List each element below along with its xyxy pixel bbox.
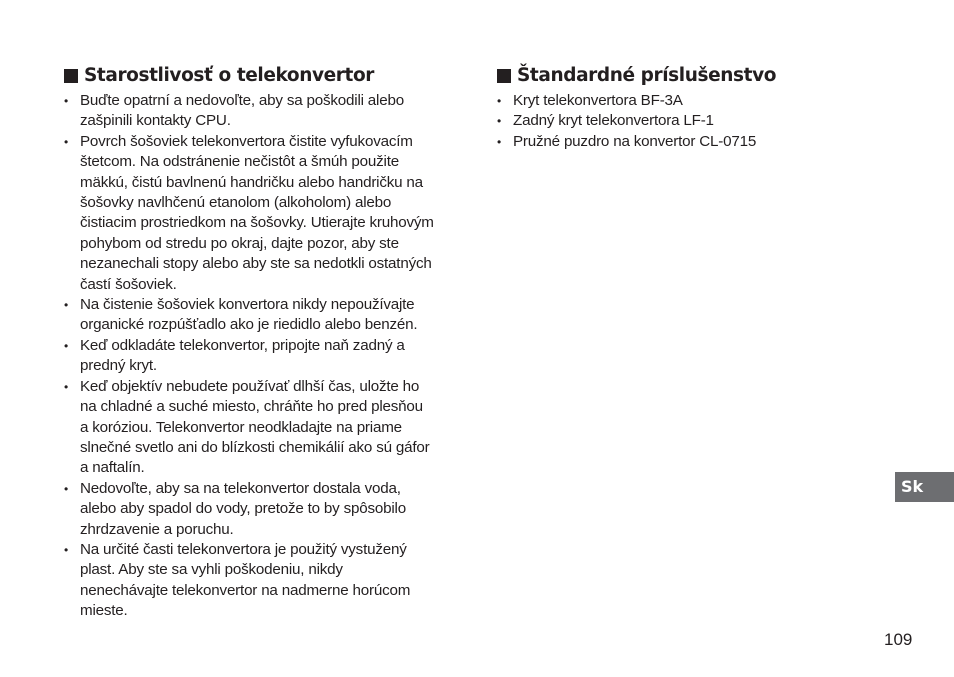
care-list <box>64 91 476 622</box>
list-item: • Na čistenie šošoviek konvertora nikdy nepoužívajte organické rozpúšťadlo ako je riedidlo alebo benzén. <box>64 296 418 334</box>
list-item: • Buďte opatrní a nedovoľte, aby sa poškodili alebo zašpinili kontakty CPU. <box>64 92 404 130</box>
accessories-heading-text: Štandardné príslušenstvo <box>517 65 777 86</box>
list-item: • Keď odkladáte telekonvertor, pripojte naň zadný a predný kryt. <box>64 336 405 375</box>
accessories-heading <box>497 64 827 88</box>
care-section <box>64 64 476 622</box>
list-item: • Kryt telekonvertora BF-3A <box>497 91 827 111</box>
bullet-dot-icon: • <box>64 298 69 313</box>
accessories-list <box>497 91 827 152</box>
list-item: • Povrch šošoviek telekonvertora čistite vyfukovacím štetcom. Na odstránenie nečistôt a šmúh použite mäkkú, čistú bavlnenú handričku alebo handričku na šošovky navlhčenú etanolom (alkoholom) alebo čistiacim prostriedkom na šošovky. Utierajte kruhovým pohybom od stredu po okraj, dajte pozor, aby ste nezanechali stopy alebo aby ste sa nedotkli ostatných častí šošoviek. <box>64 132 434 293</box>
list-item: • Nedovoľte, aby sa na telekonvertor dostala voda, alebo aby spadol do vody, pretože to by spôsobilo zhrdzavenie a poruchu. <box>64 479 406 538</box>
bullet-dot-icon: • <box>64 338 69 353</box>
list-item: • Na určité časti telekonvertora je použitý vystužený plast. Aby ste sa vyhli poškodeniu, nikdy nenechávajte telekonvertor na nadmerne horúcom mieste. <box>64 540 411 620</box>
square-bullet-icon <box>64 69 78 83</box>
care-heading-text: Starostlivosť o telekonvertor <box>84 65 375 86</box>
bullet-dot-icon: • <box>64 481 69 496</box>
care-heading <box>64 64 476 88</box>
bullet-dot-icon: • <box>497 134 502 149</box>
bullet-dot-icon: • <box>497 114 502 129</box>
accessories-section <box>497 64 827 152</box>
bullet-dot-icon: • <box>497 94 502 108</box>
bullet-dot-icon: • <box>64 542 69 557</box>
language-tab: Sk <box>895 472 954 502</box>
bullet-dot-icon: • <box>64 134 69 149</box>
list-item: • Keď objektív nebudete používať dlhší čas, uložte ho na chladné a suché miesto, chráňte ho pred plesňou a koróziou. Telekonvertor neodkladajte na priame slnečné svetlo ani do blízkosti chemikálií ako sú gáfor a naftalín. <box>64 377 430 477</box>
bullet-dot-icon: • <box>64 94 69 108</box>
square-bullet-icon <box>497 69 511 83</box>
page-number: 109 <box>884 630 913 649</box>
list-item: • Zadný kryt telekonvertora LF-1 <box>497 111 827 131</box>
list-item: • Pružné puzdro na konvertor CL-0715 <box>497 132 827 152</box>
bullet-dot-icon: • <box>64 379 69 394</box>
